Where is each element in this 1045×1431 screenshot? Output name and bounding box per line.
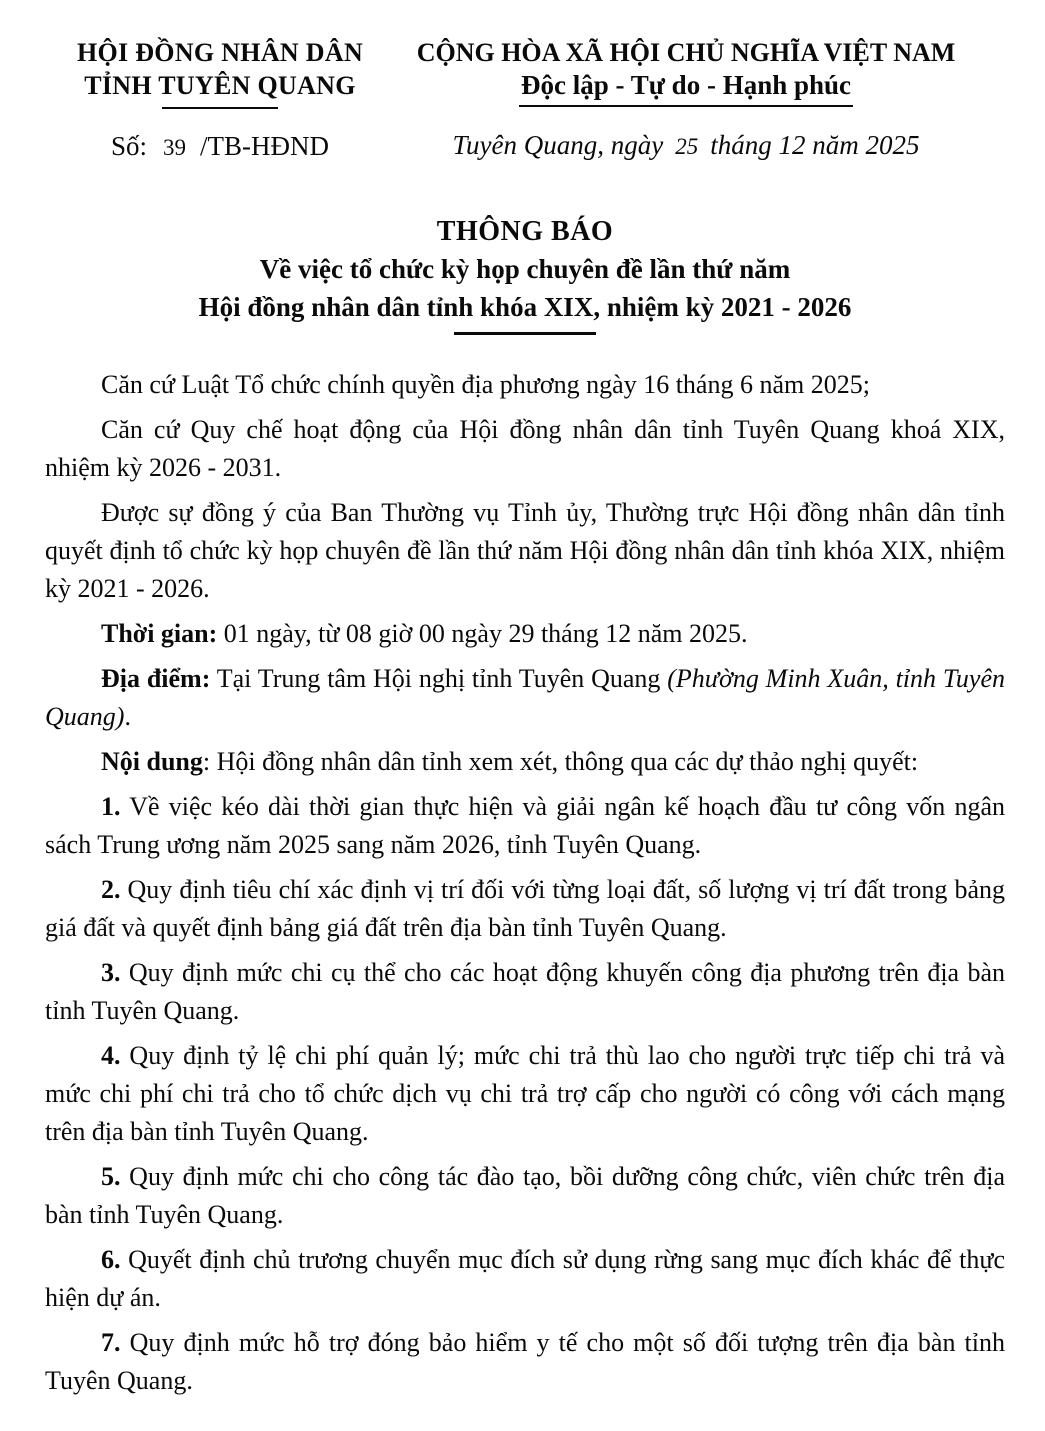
agenda-item-1-text: Về việc kéo dài thời gian thực hiện và giải ngân kế hoạch đầu tư công vốn ngân sách Trung ương năm 2025 sang năm 2026, tỉnh Tuyên Quang. <box>45 792 1005 859</box>
agenda-item-6 <box>45 1241 1005 1317</box>
agenda-item-2-text: Quy định tiêu chí xác định vị trí đối với từng loại đất, số lượng vị trí đất trong bảng giá đất và quyết định bảng giá đất trên địa bàn tỉnh Tuyên Quang. <box>45 875 1005 942</box>
issuing-authority-block <box>45 36 395 162</box>
issuing-authority-province: TỈNH TUYÊN QUANG <box>84 71 356 100</box>
time-text: 01 ngày, từ 08 giờ 00 ngày 29 tháng 12 năm 2025. <box>217 619 748 648</box>
agenda-item-1 <box>45 788 1005 864</box>
document-title-block <box>45 214 1005 335</box>
document-number-value: 39 <box>163 135 187 160</box>
location-text: Tại Trung tâm Hội nghị tỉnh Tuyên Quang <box>210 664 668 693</box>
agenda-item-3 <box>45 954 1005 1030</box>
agenda-item-5-number: 5. <box>101 1162 121 1191</box>
agenda-item-2-number: 2. <box>101 875 121 904</box>
paragraph-content-intro <box>45 743 1005 781</box>
agenda-item-4-number: 4. <box>101 1041 121 1070</box>
agenda-item-2 <box>45 871 1005 947</box>
content-intro-text: : Hội đồng nhân dân tỉnh xem xét, thông qua các dự thảo nghị quyết: <box>202 747 919 776</box>
agenda-item-7-number: 7. <box>101 1328 121 1357</box>
agenda-item-3-number: 3. <box>101 958 121 987</box>
agenda-item-1-number: 1. <box>101 792 121 821</box>
document-subtitle-line2: Hội đồng nhân dân tỉnh khóa XIX, nhiệm kỳ 2021 - 2026 <box>198 292 852 322</box>
place-and-date <box>395 130 977 161</box>
agenda-item-5-text: Quy định mức chi cho công tác đào tạo, bồi dưỡng công chức, viên chức trên địa bàn tỉnh Tuyên Quang. <box>45 1162 1005 1229</box>
title-underline <box>454 332 596 335</box>
document-number-label: Số: <box>110 131 148 161</box>
document-subtitle-line1: Về việc tổ chức kỳ họp chuyên đề lần thứ năm <box>259 254 791 284</box>
document-number-suffix: /TB-HĐND <box>200 131 330 161</box>
issuing-authority-name: HỘI ĐỒNG NHÂN DÂN <box>76 38 364 67</box>
date-suffix: tháng 12 năm 2025 <box>710 130 920 160</box>
agenda-item-4-text: Quy định tỷ lệ chi phí quản lý; mức chi trả thù lao cho người trực tiếp chi trả và mức chi phí chi trả cho tổ chức dịch vụ chi trả trợ cấp cho người có công với cách mạng trên địa bàn tỉnh Tuyên Quang. <box>45 1041 1005 1146</box>
paragraph-location <box>45 660 1005 736</box>
location-label: Địa điểm: <box>101 664 211 693</box>
agenda-item-3-text: Quy định mức chi cụ thể cho các hoạt động khuyến công địa phương trên địa bàn tỉnh Tuyên Quang. <box>45 958 1005 1025</box>
location-detail-italic: (Phường Minh Xuân, tỉnh Tuyên Quang) <box>45 664 1005 731</box>
paragraph-approval: Được sự đồng ý của Ban Thường vụ Tỉnh ủy, Thường trực Hội đồng nhân dân tỉnh quyết định tổ chức kỳ họp chuyên đề lần thứ năm Hội đồng nhân dân tỉnh khóa XIX, nhiệm kỳ 2021 - 2026. <box>45 498 1005 603</box>
national-header-block <box>395 36 1005 161</box>
document-header <box>45 36 1005 162</box>
document-body <box>45 366 1005 1400</box>
national-name: CỘNG HÒA XÃ HỘI CHỦ NGHĨA VIỆT NAM <box>416 38 956 67</box>
agenda-item-7-text: Quy định mức hỗ trợ đóng bảo hiểm y tế cho một số đối tượng trên địa bàn tỉnh Tuyên Quang. <box>45 1328 1005 1395</box>
agenda-item-6-number: 6. <box>101 1245 121 1274</box>
national-motto: Độc lập - Tự do - Hạnh phúc <box>519 69 853 107</box>
document-type-title: THÔNG BÁO <box>436 216 614 247</box>
location-tail: . <box>124 702 131 731</box>
authority-underline <box>162 107 278 109</box>
agenda-item-5 <box>45 1158 1005 1234</box>
paragraph-time <box>45 615 1005 653</box>
date-prefix: Tuyên Quang, ngày <box>452 130 664 160</box>
agenda-item-4 <box>45 1037 1005 1151</box>
paragraph-legal-basis-2: Căn cứ Quy chế hoạt động của Hội đồng nhân dân tỉnh Tuyên Quang khoá XIX, nhiệm kỳ 2026 - 2031. <box>45 415 1005 482</box>
time-label: Thời gian: <box>101 619 218 648</box>
content-label: Nội dung <box>101 747 203 776</box>
agenda-item-7 <box>45 1324 1005 1400</box>
agenda-item-6-text: Quyết định chủ trương chuyển mục đích sử dụng rừng sang mục đích khác để thực hiện dự án. <box>45 1245 1005 1312</box>
paragraph-legal-basis-1: Căn cứ Luật Tổ chức chính quyền địa phương ngày 16 tháng 6 năm 2025; <box>101 370 870 399</box>
date-day-value: 25 <box>675 134 699 159</box>
document-number <box>45 131 395 162</box>
